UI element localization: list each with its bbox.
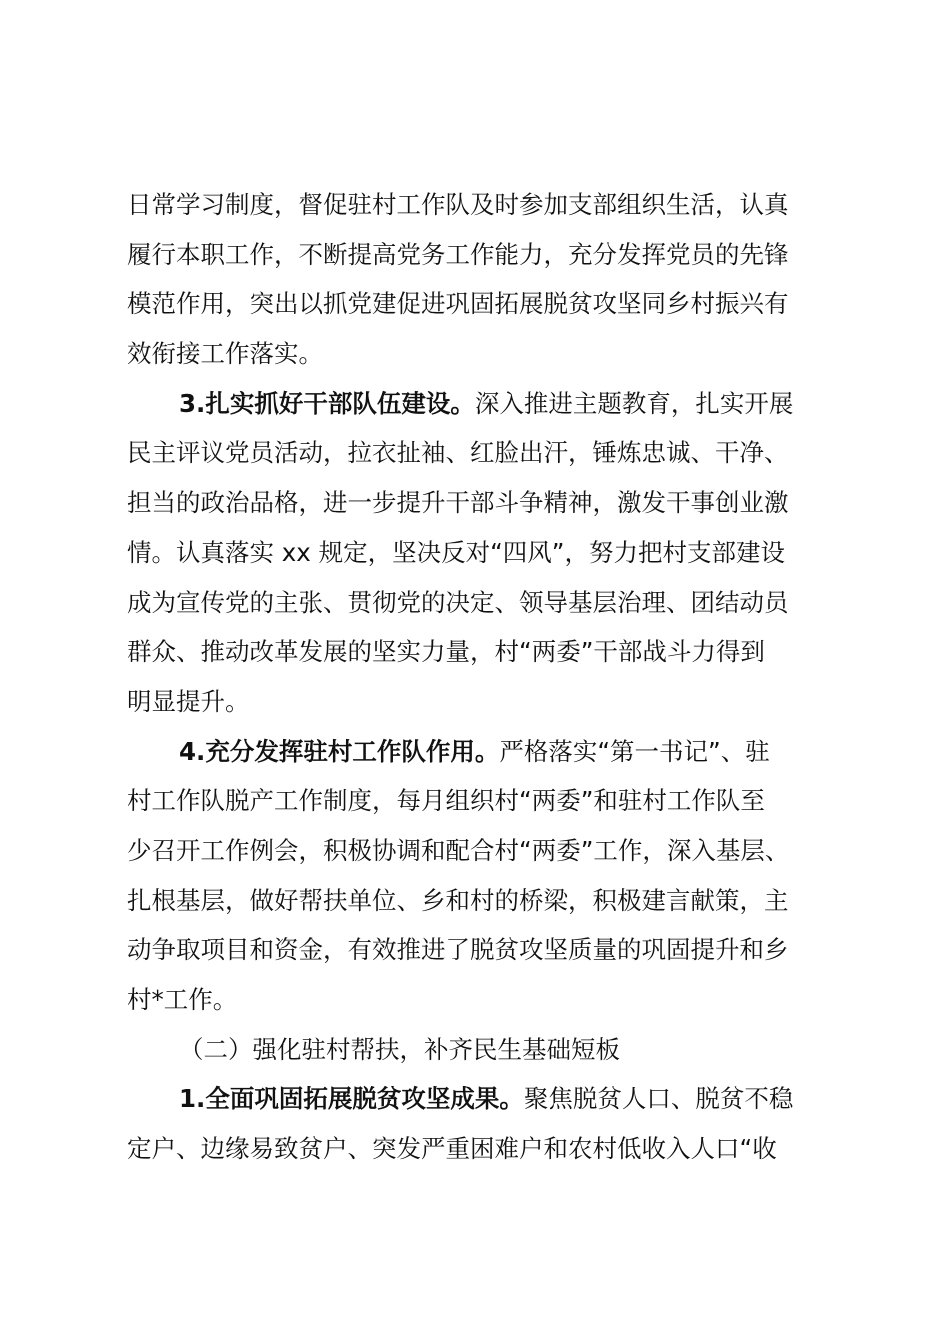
section-3-heading: 3.扎实抓好干部队伍建设。	[179, 388, 475, 418]
paragraph-line: 日常学习制度，督促驻村工作队及时参加支部组织生活，认真	[127, 190, 789, 219]
paragraph-line: 担当的政治品格，进一步提升干部斗争精神，激发干事创业激	[127, 488, 789, 518]
paragraph-line: 定户、边缘易致贫户、突发严重困难户和农村低收入人口“收	[127, 1134, 777, 1164]
paragraph-line: 履行本职工作，不断提高党务工作能力，充分发挥党员的先锋	[127, 239, 789, 269]
section-1-first-line	[127, 1074, 837, 1124]
section-4-heading: 4.充分发挥驻村工作队作用。	[179, 736, 500, 766]
section-1-heading: 1.全面巩固拓展脱贫攻坚成果。	[179, 1084, 524, 1114]
section-1-text: 聚焦脱贫人口、脱贫不稳	[523, 1084, 794, 1114]
paragraph-line: 明显提升。	[127, 686, 250, 716]
paragraph-line: 村*工作。	[127, 985, 238, 1014]
paragraph-line: 群众、推动改革发展的坚实力量，村“两委”干部战斗力得到	[127, 637, 765, 667]
section-4-first-line	[127, 727, 837, 777]
subheading: （二）强化驻村帮扶，补齐民生基础短板	[179, 1034, 620, 1064]
paragraph-line: 动争取项目和资金，有效推进了脱贫攻坚质量的巩固提升和乡	[127, 935, 789, 965]
section-3-text: 深入推进主题教育，扎实开展	[474, 388, 794, 418]
paragraph-line: 少召开工作例会，积极协调和配合村“两委”工作，深入基层、	[127, 835, 790, 865]
paragraph-line: 民主评议党员活动，拉衣扯袖、红脸出汗，锤炼忠诚、干净、	[127, 438, 789, 468]
paragraph-line: 效衔接工作落实。	[127, 339, 323, 369]
section-3-first-line	[127, 379, 837, 429]
paragraph-line: 成为宣传党的主张、贯彻党的决定、领导基层治理、团结动员	[127, 587, 789, 617]
body-text	[127, 180, 837, 1174]
paragraph-line: 模范作用，突出以抓党建促进巩固拓展脱贫攻坚同乡村振兴有	[127, 289, 789, 319]
paragraph-line: 村工作队脱产工作制度，每月组织村“两委”和驻村工作队至	[127, 786, 765, 816]
section-4-text: 严格落实“第一书记”、驻	[499, 736, 770, 766]
paragraph-line: 情。认真落实 xx 规定，坚决反对“四风”，努力把村支部建设	[127, 537, 785, 567]
paragraph-line: 扎根基层，做好帮扶单位、乡和村的桥梁，积极建言献策，主	[127, 885, 789, 915]
